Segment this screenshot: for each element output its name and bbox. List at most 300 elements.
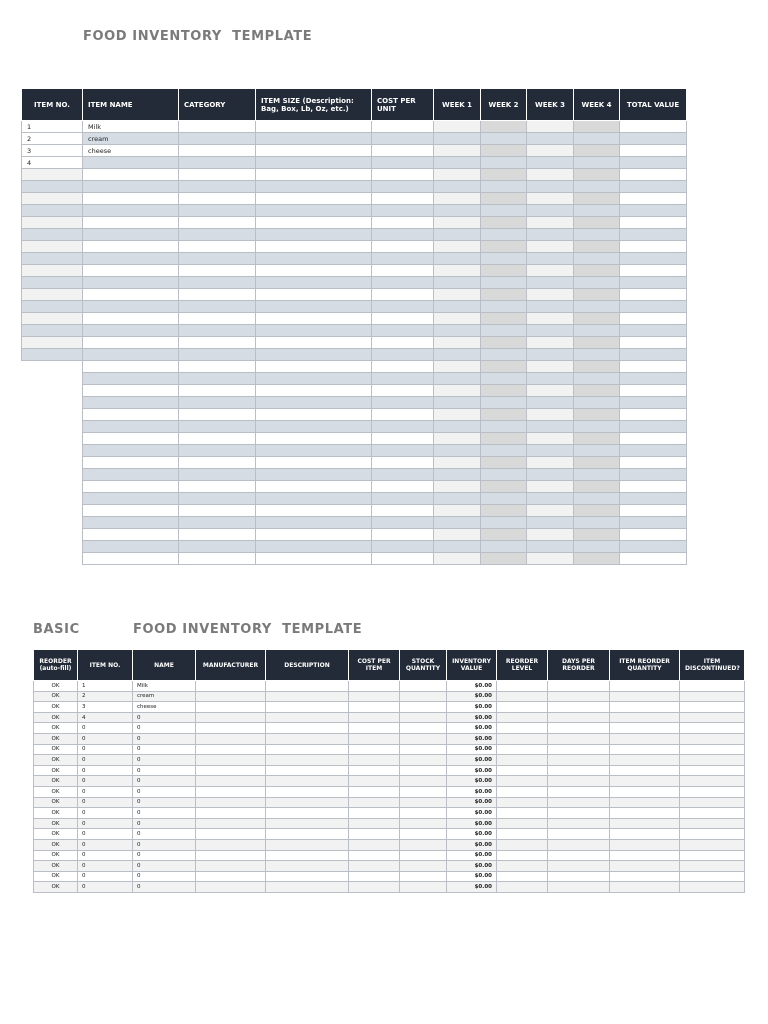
item-size-cell[interactable]: [256, 241, 372, 253]
week-2-cell[interactable]: [481, 469, 527, 481]
total-value-cell[interactable]: [620, 529, 687, 541]
item-size-cell[interactable]: [256, 481, 372, 493]
week-3-cell[interactable]: [527, 505, 574, 517]
category-cell[interactable]: [179, 205, 256, 217]
item-size-cell[interactable]: [256, 301, 372, 313]
reorder-level-cell[interactable]: [497, 861, 548, 872]
week-2-cell[interactable]: [481, 385, 527, 397]
description-cell[interactable]: [266, 808, 349, 819]
manufacturer-cell[interactable]: [196, 808, 266, 819]
week-1-cell[interactable]: [434, 145, 481, 157]
category-cell[interactable]: [179, 181, 256, 193]
week-1-cell[interactable]: [434, 337, 481, 349]
cost-per-item-cell[interactable]: [349, 702, 400, 713]
week-4-cell[interactable]: [574, 349, 620, 361]
description-cell[interactable]: [266, 861, 349, 872]
reorder-level-cell[interactable]: [497, 712, 548, 723]
week-1-cell[interactable]: [434, 445, 481, 457]
total-value-cell[interactable]: [620, 541, 687, 553]
reorder-level-cell[interactable]: [497, 882, 548, 893]
manufacturer-cell[interactable]: [196, 723, 266, 734]
description-cell[interactable]: [266, 850, 349, 861]
week-2-cell[interactable]: [481, 529, 527, 541]
item-name-cell[interactable]: cheese: [83, 145, 179, 157]
total-value-cell[interactable]: [620, 181, 687, 193]
item-name-cell[interactable]: [83, 481, 179, 493]
week-1-cell[interactable]: [434, 505, 481, 517]
week-2-cell[interactable]: [481, 433, 527, 445]
item-reorder-quantity-cell[interactable]: [610, 723, 680, 734]
item-name-cell[interactable]: [83, 457, 179, 469]
name-cell[interactable]: Milk: [133, 681, 196, 692]
item-no-cell[interactable]: 2: [22, 133, 83, 145]
item-discontinued-cell[interactable]: [680, 712, 745, 723]
description-cell[interactable]: [266, 702, 349, 713]
item-no-cell[interactable]: [22, 301, 83, 313]
week-3-cell[interactable]: [527, 217, 574, 229]
item-size-cell[interactable]: [256, 421, 372, 433]
cost-per-unit-cell[interactable]: [372, 457, 434, 469]
description-cell[interactable]: [266, 797, 349, 808]
total-value-cell[interactable]: [620, 397, 687, 409]
week-4-cell[interactable]: [574, 193, 620, 205]
cost-per-item-cell[interactable]: [349, 808, 400, 819]
week-1-cell[interactable]: [434, 217, 481, 229]
item-name-cell[interactable]: [83, 373, 179, 385]
category-cell[interactable]: [179, 157, 256, 169]
total-value-cell[interactable]: [620, 385, 687, 397]
total-value-cell[interactable]: [620, 193, 687, 205]
week-4-cell[interactable]: [574, 229, 620, 241]
week-1-cell[interactable]: [434, 193, 481, 205]
week-4-cell[interactable]: [574, 529, 620, 541]
week-4-cell[interactable]: [574, 277, 620, 289]
days-per-reorder-cell[interactable]: [548, 681, 610, 692]
week-3-cell[interactable]: [527, 265, 574, 277]
item-no-cell[interactable]: [22, 181, 83, 193]
category-cell[interactable]: [179, 445, 256, 457]
category-cell[interactable]: [179, 481, 256, 493]
stock-quantity-cell[interactable]: [400, 850, 447, 861]
week-3-cell[interactable]: [527, 421, 574, 433]
cost-per-unit-cell[interactable]: [372, 157, 434, 169]
manufacturer-cell[interactable]: [196, 765, 266, 776]
item-name-cell[interactable]: [83, 337, 179, 349]
item-reorder-quantity-cell[interactable]: [610, 755, 680, 766]
week-1-cell[interactable]: [434, 361, 481, 373]
item-no-cell[interactable]: 0: [78, 733, 133, 744]
item-size-cell[interactable]: [256, 253, 372, 265]
week-1-cell[interactable]: [434, 517, 481, 529]
item-name-cell[interactable]: [83, 469, 179, 481]
week-3-cell[interactable]: [527, 397, 574, 409]
item-discontinued-cell[interactable]: [680, 776, 745, 787]
item-name-cell[interactable]: [83, 505, 179, 517]
category-cell[interactable]: [179, 145, 256, 157]
item-size-cell[interactable]: [256, 397, 372, 409]
total-value-cell[interactable]: [620, 421, 687, 433]
item-size-cell[interactable]: [256, 493, 372, 505]
item-name-cell[interactable]: [83, 169, 179, 181]
stock-quantity-cell[interactable]: [400, 797, 447, 808]
days-per-reorder-cell[interactable]: [548, 850, 610, 861]
week-1-cell[interactable]: [434, 349, 481, 361]
category-cell[interactable]: [179, 193, 256, 205]
total-value-cell[interactable]: [620, 289, 687, 301]
days-per-reorder-cell[interactable]: [548, 691, 610, 702]
item-size-cell[interactable]: [256, 193, 372, 205]
cost-per-unit-cell[interactable]: [372, 145, 434, 157]
stock-quantity-cell[interactable]: [400, 733, 447, 744]
week-1-cell[interactable]: [434, 181, 481, 193]
week-4-cell[interactable]: [574, 301, 620, 313]
total-value-cell[interactable]: [620, 481, 687, 493]
item-size-cell[interactable]: [256, 349, 372, 361]
week-2-cell[interactable]: [481, 265, 527, 277]
week-3-cell[interactable]: [527, 445, 574, 457]
item-discontinued-cell[interactable]: [680, 871, 745, 882]
week-1-cell[interactable]: [434, 433, 481, 445]
week-3-cell[interactable]: [527, 493, 574, 505]
stock-quantity-cell[interactable]: [400, 691, 447, 702]
item-size-cell[interactable]: [256, 457, 372, 469]
item-size-cell[interactable]: [256, 553, 372, 565]
manufacturer-cell[interactable]: [196, 797, 266, 808]
item-no-cell[interactable]: 0: [78, 755, 133, 766]
item-name-cell[interactable]: [83, 205, 179, 217]
category-cell[interactable]: [179, 421, 256, 433]
item-reorder-quantity-cell[interactable]: [610, 839, 680, 850]
stock-quantity-cell[interactable]: [400, 818, 447, 829]
week-3-cell[interactable]: [527, 301, 574, 313]
stock-quantity-cell[interactable]: [400, 723, 447, 734]
week-3-cell[interactable]: [527, 277, 574, 289]
week-3-cell[interactable]: [527, 253, 574, 265]
reorder-level-cell[interactable]: [497, 755, 548, 766]
stock-quantity-cell[interactable]: [400, 786, 447, 797]
item-reorder-quantity-cell[interactable]: [610, 797, 680, 808]
week-2-cell[interactable]: [481, 205, 527, 217]
week-1-cell[interactable]: [434, 277, 481, 289]
item-name-cell[interactable]: [83, 157, 179, 169]
description-cell[interactable]: [266, 776, 349, 787]
category-cell[interactable]: [179, 217, 256, 229]
item-discontinued-cell[interactable]: [680, 797, 745, 808]
item-size-cell[interactable]: [256, 373, 372, 385]
week-2-cell[interactable]: [481, 289, 527, 301]
days-per-reorder-cell[interactable]: [548, 786, 610, 797]
item-size-cell[interactable]: [256, 289, 372, 301]
description-cell[interactable]: [266, 882, 349, 893]
description-cell[interactable]: [266, 681, 349, 692]
item-name-cell[interactable]: [83, 553, 179, 565]
cost-per-unit-cell[interactable]: [372, 421, 434, 433]
item-size-cell[interactable]: [256, 157, 372, 169]
cost-per-unit-cell[interactable]: [372, 433, 434, 445]
name-cell[interactable]: 0: [133, 786, 196, 797]
item-no-cell[interactable]: 0: [78, 871, 133, 882]
cost-per-unit-cell[interactable]: [372, 205, 434, 217]
item-no-cell[interactable]: [22, 349, 83, 361]
item-name-cell[interactable]: [83, 421, 179, 433]
week-1-cell[interactable]: [434, 157, 481, 169]
week-4-cell[interactable]: [574, 169, 620, 181]
item-no-cell[interactable]: 4: [78, 712, 133, 723]
week-1-cell[interactable]: [434, 493, 481, 505]
week-3-cell[interactable]: [527, 325, 574, 337]
name-cell[interactable]: 0: [133, 839, 196, 850]
item-name-cell[interactable]: [83, 265, 179, 277]
manufacturer-cell[interactable]: [196, 829, 266, 840]
cost-per-unit-cell[interactable]: [372, 133, 434, 145]
week-1-cell[interactable]: [434, 529, 481, 541]
reorder-level-cell[interactable]: [497, 786, 548, 797]
item-size-cell[interactable]: [256, 529, 372, 541]
reorder-level-cell[interactable]: [497, 839, 548, 850]
item-no-cell[interactable]: 2: [78, 691, 133, 702]
item-no-cell[interactable]: 4: [22, 157, 83, 169]
week-2-cell[interactable]: [481, 313, 527, 325]
item-name-cell[interactable]: [83, 217, 179, 229]
category-cell[interactable]: [179, 433, 256, 445]
total-value-cell[interactable]: [620, 169, 687, 181]
item-name-cell[interactable]: [83, 445, 179, 457]
week-2-cell[interactable]: [481, 181, 527, 193]
week-2-cell[interactable]: [481, 229, 527, 241]
week-3-cell[interactable]: [527, 373, 574, 385]
item-no-cell[interactable]: 0: [78, 829, 133, 840]
item-size-cell[interactable]: [256, 361, 372, 373]
item-reorder-quantity-cell[interactable]: [610, 882, 680, 893]
week-4-cell[interactable]: [574, 481, 620, 493]
category-cell[interactable]: [179, 313, 256, 325]
week-4-cell[interactable]: [574, 385, 620, 397]
cost-per-unit-cell[interactable]: [372, 229, 434, 241]
description-cell[interactable]: [266, 765, 349, 776]
week-4-cell[interactable]: [574, 325, 620, 337]
total-value-cell[interactable]: [620, 157, 687, 169]
week-2-cell[interactable]: [481, 457, 527, 469]
total-value-cell[interactable]: [620, 457, 687, 469]
item-size-cell[interactable]: [256, 265, 372, 277]
total-value-cell[interactable]: [620, 505, 687, 517]
reorder-level-cell[interactable]: [497, 871, 548, 882]
item-no-cell[interactable]: 0: [78, 850, 133, 861]
week-1-cell[interactable]: [434, 289, 481, 301]
item-discontinued-cell[interactable]: [680, 755, 745, 766]
week-4-cell[interactable]: [574, 433, 620, 445]
week-1-cell[interactable]: [434, 397, 481, 409]
name-cell[interactable]: 0: [133, 755, 196, 766]
cost-per-unit-cell[interactable]: [372, 349, 434, 361]
week-4-cell[interactable]: [574, 457, 620, 469]
cost-per-unit-cell[interactable]: [372, 301, 434, 313]
week-2-cell[interactable]: [481, 337, 527, 349]
item-no-cell[interactable]: [22, 193, 83, 205]
reorder-level-cell[interactable]: [497, 765, 548, 776]
description-cell[interactable]: [266, 744, 349, 755]
week-4-cell[interactable]: [574, 409, 620, 421]
week-3-cell[interactable]: [527, 553, 574, 565]
item-size-cell[interactable]: [256, 541, 372, 553]
manufacturer-cell[interactable]: [196, 733, 266, 744]
item-name-cell[interactable]: [83, 193, 179, 205]
item-reorder-quantity-cell[interactable]: [610, 850, 680, 861]
week-2-cell[interactable]: [481, 397, 527, 409]
week-4-cell[interactable]: [574, 517, 620, 529]
week-4-cell[interactable]: [574, 313, 620, 325]
item-size-cell[interactable]: [256, 277, 372, 289]
item-size-cell[interactable]: [256, 181, 372, 193]
reorder-level-cell[interactable]: [497, 733, 548, 744]
week-2-cell[interactable]: [481, 121, 527, 133]
name-cell[interactable]: 0: [133, 871, 196, 882]
total-value-cell[interactable]: [620, 553, 687, 565]
manufacturer-cell[interactable]: [196, 850, 266, 861]
cost-per-unit-cell[interactable]: [372, 385, 434, 397]
item-reorder-quantity-cell[interactable]: [610, 765, 680, 776]
cost-per-unit-cell[interactable]: [372, 481, 434, 493]
item-size-cell[interactable]: [256, 205, 372, 217]
week-2-cell[interactable]: [481, 373, 527, 385]
manufacturer-cell[interactable]: [196, 755, 266, 766]
description-cell[interactable]: [266, 786, 349, 797]
total-value-cell[interactable]: [620, 241, 687, 253]
week-3-cell[interactable]: [527, 349, 574, 361]
manufacturer-cell[interactable]: [196, 839, 266, 850]
item-reorder-quantity-cell[interactable]: [610, 829, 680, 840]
cost-per-item-cell[interactable]: [349, 839, 400, 850]
week-4-cell[interactable]: [574, 445, 620, 457]
cost-per-item-cell[interactable]: [349, 691, 400, 702]
item-name-cell[interactable]: [83, 517, 179, 529]
cost-per-item-cell[interactable]: [349, 871, 400, 882]
stock-quantity-cell[interactable]: [400, 808, 447, 819]
stock-quantity-cell[interactable]: [400, 861, 447, 872]
week-4-cell[interactable]: [574, 133, 620, 145]
total-value-cell[interactable]: [620, 229, 687, 241]
manufacturer-cell[interactable]: [196, 818, 266, 829]
days-per-reorder-cell[interactable]: [548, 797, 610, 808]
item-name-cell[interactable]: [83, 301, 179, 313]
cost-per-unit-cell[interactable]: [372, 193, 434, 205]
days-per-reorder-cell[interactable]: [548, 839, 610, 850]
week-2-cell[interactable]: [481, 253, 527, 265]
item-no-cell[interactable]: 3: [22, 145, 83, 157]
week-2-cell[interactable]: [481, 541, 527, 553]
week-2-cell[interactable]: [481, 169, 527, 181]
days-per-reorder-cell[interactable]: [548, 808, 610, 819]
week-4-cell[interactable]: [574, 493, 620, 505]
cost-per-item-cell[interactable]: [349, 776, 400, 787]
item-size-cell[interactable]: [256, 133, 372, 145]
item-discontinued-cell[interactable]: [680, 829, 745, 840]
item-name-cell[interactable]: cream: [83, 133, 179, 145]
cost-per-unit-cell[interactable]: [372, 553, 434, 565]
category-cell[interactable]: [179, 373, 256, 385]
week-1-cell[interactable]: [434, 373, 481, 385]
week-4-cell[interactable]: [574, 337, 620, 349]
days-per-reorder-cell[interactable]: [548, 765, 610, 776]
total-value-cell[interactable]: [620, 277, 687, 289]
item-no-cell[interactable]: [22, 325, 83, 337]
item-size-cell[interactable]: [256, 385, 372, 397]
reorder-level-cell[interactable]: [497, 850, 548, 861]
reorder-level-cell[interactable]: [497, 702, 548, 713]
week-2-cell[interactable]: [481, 157, 527, 169]
cost-per-item-cell[interactable]: [349, 850, 400, 861]
item-reorder-quantity-cell[interactable]: [610, 871, 680, 882]
total-value-cell[interactable]: [620, 337, 687, 349]
name-cell[interactable]: 0: [133, 712, 196, 723]
category-cell[interactable]: [179, 385, 256, 397]
item-discontinued-cell[interactable]: [680, 681, 745, 692]
item-no-cell[interactable]: 0: [78, 808, 133, 819]
item-reorder-quantity-cell[interactable]: [610, 691, 680, 702]
cost-per-item-cell[interactable]: [349, 818, 400, 829]
week-4-cell[interactable]: [574, 397, 620, 409]
description-cell[interactable]: [266, 871, 349, 882]
item-reorder-quantity-cell[interactable]: [610, 808, 680, 819]
week-2-cell[interactable]: [481, 133, 527, 145]
item-no-cell[interactable]: [22, 253, 83, 265]
description-cell[interactable]: [266, 723, 349, 734]
category-cell[interactable]: [179, 469, 256, 481]
cost-per-unit-cell[interactable]: [372, 277, 434, 289]
item-no-cell[interactable]: [22, 205, 83, 217]
category-cell[interactable]: [179, 457, 256, 469]
week-4-cell[interactable]: [574, 217, 620, 229]
week-3-cell[interactable]: [527, 433, 574, 445]
cost-per-item-cell[interactable]: [349, 829, 400, 840]
item-no-cell[interactable]: [22, 313, 83, 325]
item-reorder-quantity-cell[interactable]: [610, 733, 680, 744]
cost-per-unit-cell[interactable]: [372, 397, 434, 409]
description-cell[interactable]: [266, 755, 349, 766]
category-cell[interactable]: [179, 277, 256, 289]
total-value-cell[interactable]: [620, 133, 687, 145]
week-3-cell[interactable]: [527, 337, 574, 349]
category-cell[interactable]: [179, 337, 256, 349]
item-size-cell[interactable]: [256, 313, 372, 325]
item-reorder-quantity-cell[interactable]: [610, 712, 680, 723]
name-cell[interactable]: 0: [133, 818, 196, 829]
total-value-cell[interactable]: [620, 205, 687, 217]
cost-per-unit-cell[interactable]: [372, 469, 434, 481]
item-no-cell[interactable]: 1: [22, 121, 83, 133]
week-1-cell[interactable]: [434, 421, 481, 433]
name-cell[interactable]: 0: [133, 797, 196, 808]
cost-per-item-cell[interactable]: [349, 744, 400, 755]
cost-per-unit-cell[interactable]: [372, 361, 434, 373]
item-discontinued-cell[interactable]: [680, 744, 745, 755]
category-cell[interactable]: [179, 241, 256, 253]
cost-per-item-cell[interactable]: [349, 765, 400, 776]
week-1-cell[interactable]: [434, 301, 481, 313]
week-2-cell[interactable]: [481, 361, 527, 373]
week-4-cell[interactable]: [574, 145, 620, 157]
item-size-cell[interactable]: [256, 229, 372, 241]
week-2-cell[interactable]: [481, 421, 527, 433]
week-1-cell[interactable]: [434, 553, 481, 565]
cost-per-unit-cell[interactable]: [372, 253, 434, 265]
total-value-cell[interactable]: [620, 469, 687, 481]
week-2-cell[interactable]: [481, 409, 527, 421]
item-no-cell[interactable]: 0: [78, 818, 133, 829]
item-no-cell[interactable]: 0: [78, 786, 133, 797]
item-no-cell[interactable]: [22, 217, 83, 229]
name-cell[interactable]: 0: [133, 861, 196, 872]
